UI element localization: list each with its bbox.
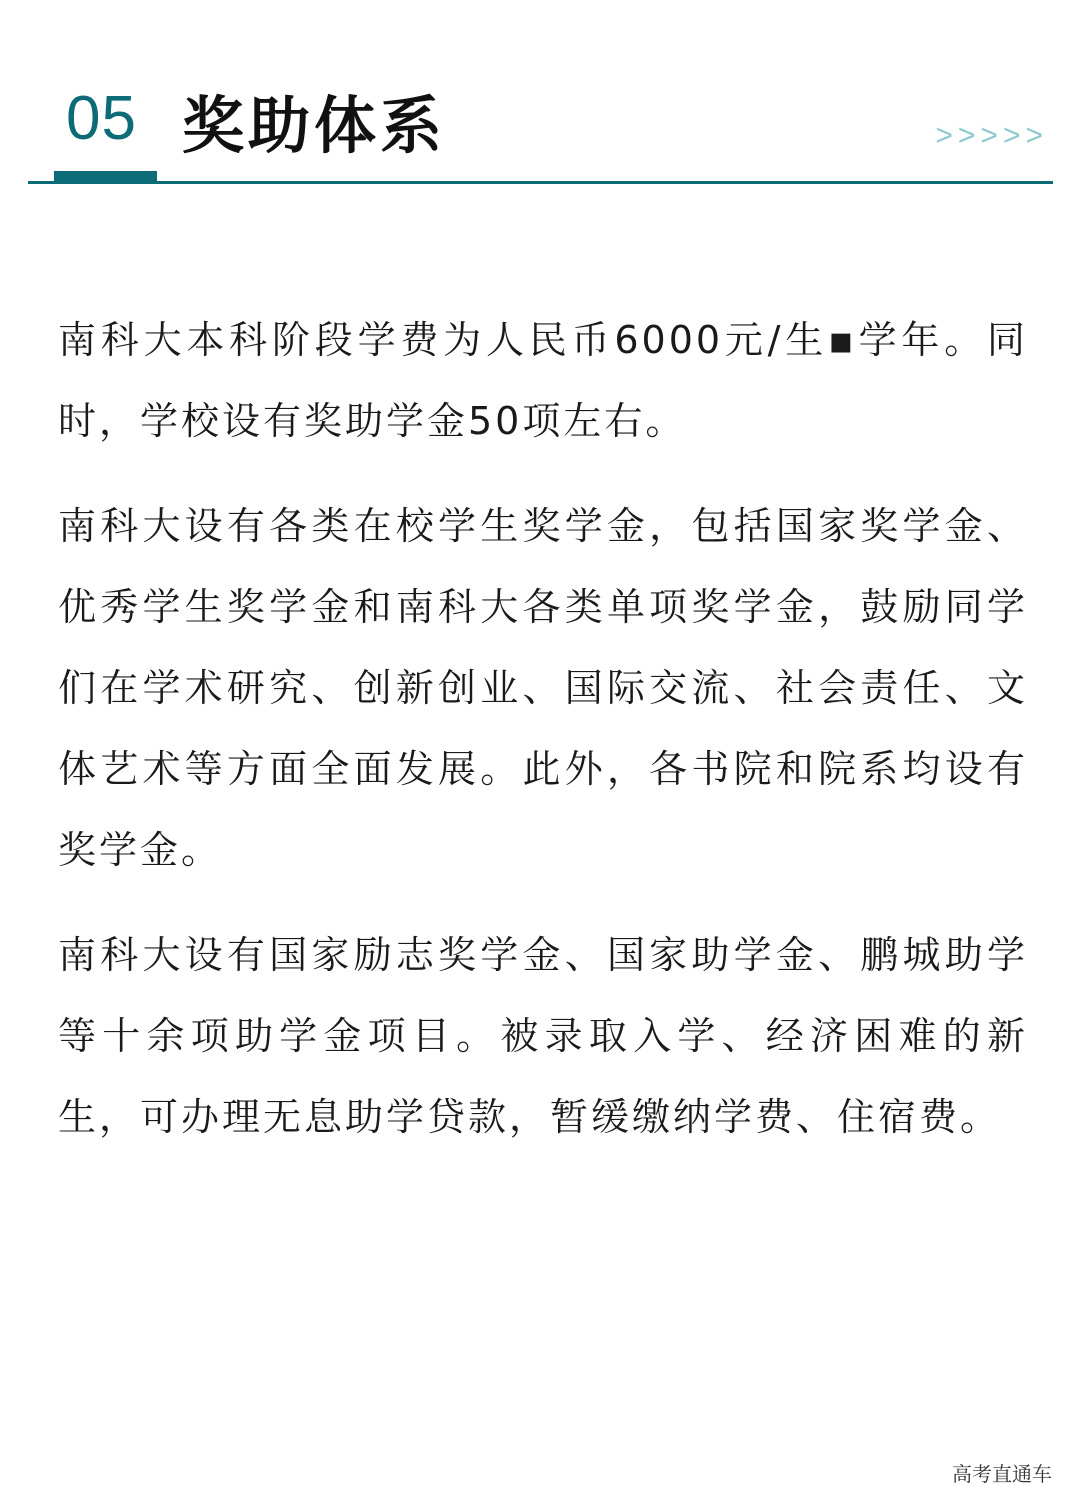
section-title: 奖助体系 — [182, 89, 447, 162]
paragraph-financial-aid: 南科大设有国家励志奖学金、国家助学金、鹏城助学等十余项助学金项目。被录取入学、经济困难的新生，可办理无息助学贷款，暂缓缴纳学费、住宿费。 — [58, 933, 1028, 1139]
arrow-decoration: >>>>> — [935, 119, 1048, 152]
paragraph-tuition: 南科大本科阶段学费为人民币6000元/生▪学年。同时，学校设有奖助学金50项左右。 — [58, 318, 1028, 443]
paragraph-scholarships: 南科大设有各类在校学生奖学金，包括国家奖学金、优秀学生奖学金和南科大各类单项奖学金，鼓励同学们在学术研究、创新创业、国际交流、社会责任、文体艺术等方面全面发展。此外，各书院和院系均设有奖学金。 — [58, 504, 1028, 872]
section-number: 05 — [66, 84, 137, 153]
source-credit: 高考直通车 — [952, 1462, 1052, 1486]
article-body — [58, 300, 1028, 1182]
section-header — [0, 0, 1080, 190]
header-rule — [28, 181, 1053, 184]
